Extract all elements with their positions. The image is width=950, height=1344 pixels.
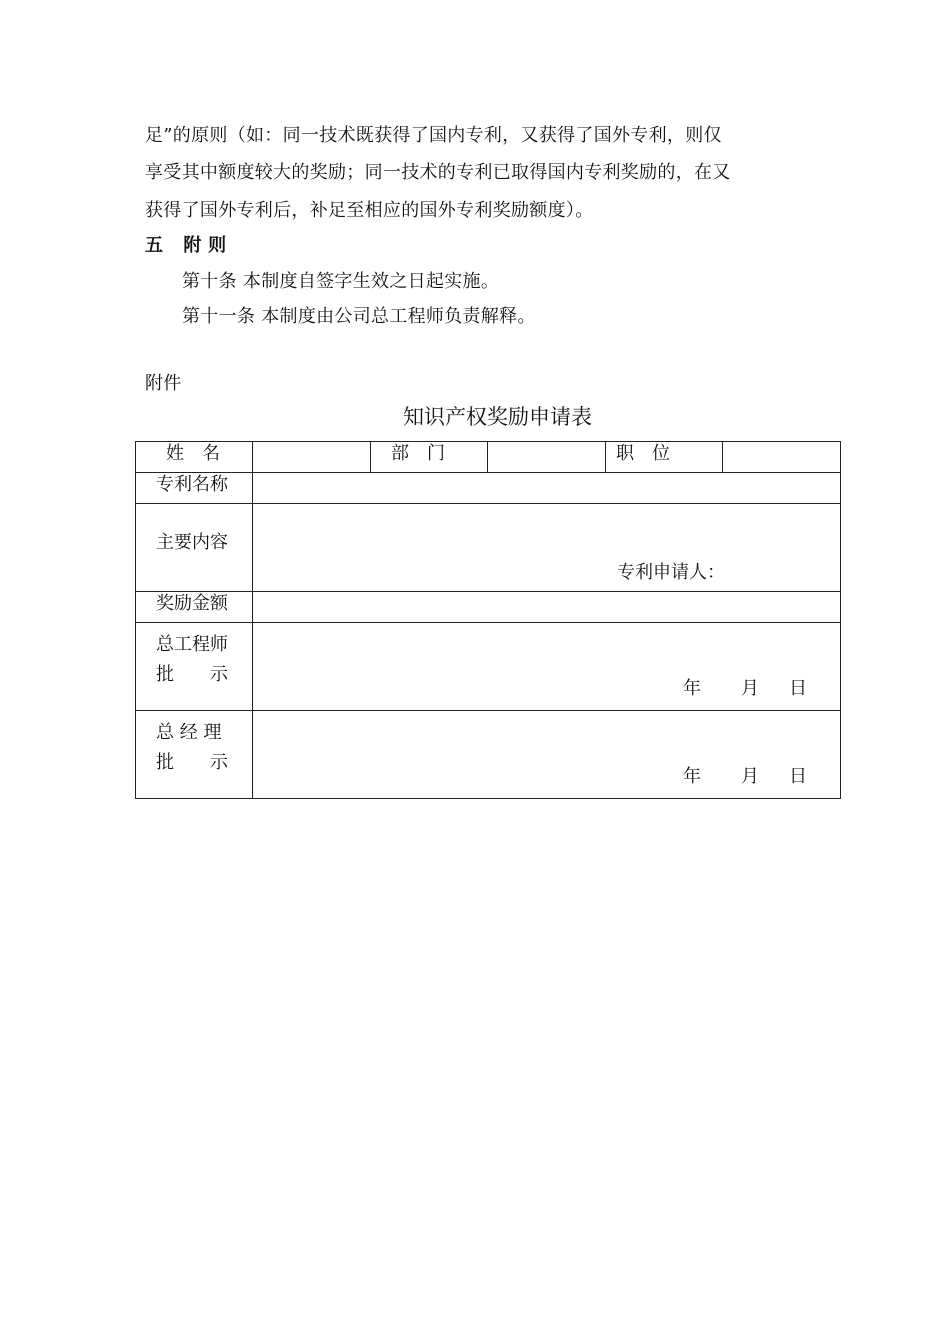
- chief-engineer-label-1: 总工程师: [156, 634, 228, 655]
- form-row-general-manager: [136, 711, 841, 799]
- name-label: 姓 名: [136, 442, 253, 473]
- dept-value-cell[interactable]: [488, 442, 606, 473]
- gm-year: 年: [683, 766, 701, 787]
- patent-name-label: 专利名称: [136, 473, 253, 504]
- general-manager-date: [683, 765, 807, 789]
- section-title: 附 则: [183, 235, 227, 256]
- article-11: 第十一条 本制度由公司总工程师负责解释。: [182, 306, 536, 327]
- body-line-3: 获得了国外专利后，补足至相应的国外专利奖励额度）。: [145, 200, 594, 221]
- dept-label: 部 门: [371, 442, 488, 473]
- gm-day: 日: [789, 766, 807, 787]
- chief-engineer-label-cell: [136, 623, 253, 711]
- chief-engineer-date: [683, 677, 807, 701]
- patent-name-value-cell[interactable]: [253, 473, 841, 504]
- content-label: 主要内容: [156, 532, 228, 553]
- position-value-cell[interactable]: [723, 442, 841, 473]
- gm-month: 月: [741, 766, 759, 787]
- section-heading: [145, 234, 226, 258]
- general-manager-label-2: 批 示: [156, 752, 228, 773]
- form-row-basic-info: [136, 442, 841, 473]
- name-value-cell[interactable]: [253, 442, 371, 473]
- amount-value-cell[interactable]: [253, 592, 841, 623]
- form-title: 知识产权奖励申请表: [403, 405, 592, 429]
- award-application-form: [135, 441, 841, 799]
- attachment-label: 附件: [145, 373, 182, 394]
- general-manager-label-1: 总 经 理: [156, 722, 222, 743]
- amount-label: 奖励金额: [136, 592, 253, 623]
- form-row-main-content: [136, 504, 841, 592]
- form-row-patent-name: [136, 473, 841, 504]
- ce-day: 日: [789, 678, 807, 699]
- article-10: 第十条 本制度自签字生效之日起实施。: [182, 271, 500, 292]
- body-line-1: 足”的原则（如：同一技术既获得了国内专利，又获得了国外专利，则仅: [145, 125, 722, 146]
- form-row-award-amount: [136, 592, 841, 623]
- body-line-2: 享受其中额度较大的奖励；同一技术的专利已取得国内专利奖励的，在又: [145, 162, 731, 183]
- section-number: 五: [145, 235, 164, 256]
- general-manager-comment-cell[interactable]: [253, 711, 841, 799]
- content-label-cell: [136, 504, 253, 592]
- content-value-cell[interactable]: [253, 504, 841, 592]
- general-manager-label-cell: [136, 711, 253, 799]
- ce-month: 月: [741, 678, 759, 699]
- chief-engineer-comment-cell[interactable]: [253, 623, 841, 711]
- ce-year: 年: [683, 678, 701, 699]
- form-row-chief-engineer: [136, 623, 841, 711]
- chief-engineer-label-2: 批 示: [156, 664, 228, 685]
- applicant-label: 专利申请人：: [617, 562, 725, 583]
- position-label: 职 位: [606, 442, 723, 473]
